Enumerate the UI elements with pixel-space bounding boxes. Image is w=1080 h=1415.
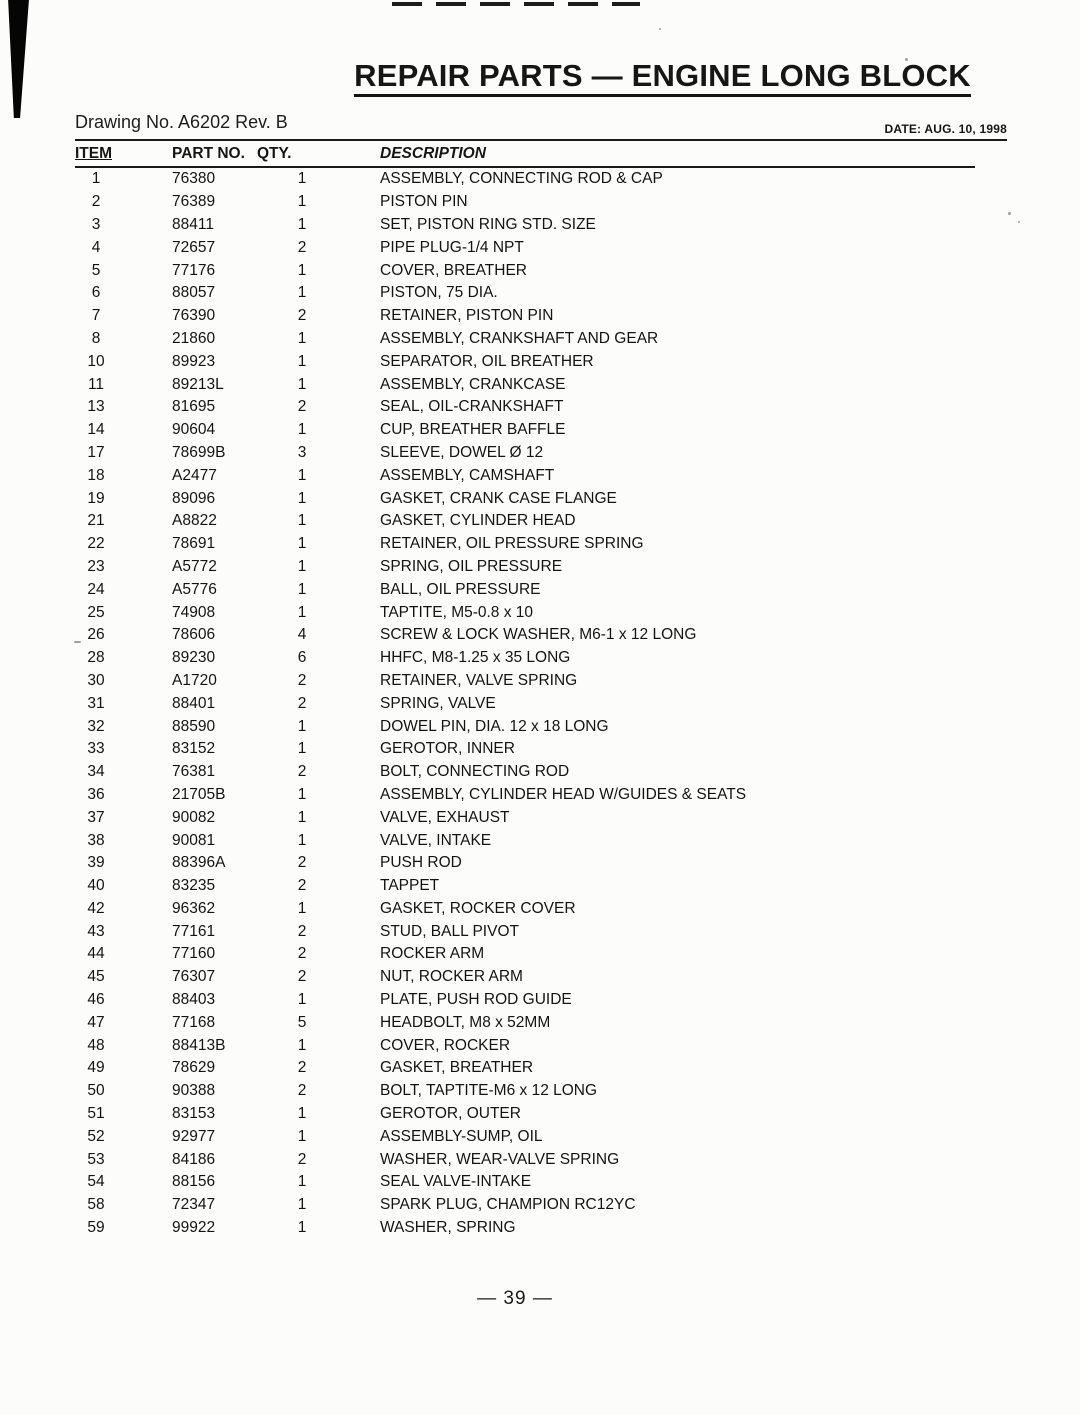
header-qty: QTY. (257, 143, 347, 167)
cell-item: 22 (87, 535, 105, 553)
cell-description: SET, PISTON RING STD. SIZE (380, 215, 596, 233)
cell-part-no: 88057 (172, 284, 216, 302)
cell-description: RETAINER, PISTON PIN (380, 307, 554, 325)
cell-qty: 2 (297, 671, 307, 689)
cell-item: 49 (87, 1059, 105, 1077)
header-part-no: PART NO. (117, 143, 257, 167)
cell-part-no: A5776 (172, 580, 217, 598)
cell-description: GEROTOR, INNER (380, 740, 515, 758)
table-row (75, 1011, 975, 1034)
table-row (75, 920, 975, 943)
table-row (75, 784, 975, 807)
table-row (75, 989, 975, 1012)
cell-item: 42 (87, 899, 105, 917)
table-row (75, 305, 975, 328)
cell-description: STUD, BALL PIVOT (380, 922, 519, 940)
cell-part-no: 88396A (172, 854, 226, 872)
cell-qty: 2 (297, 238, 307, 256)
table-row (75, 761, 975, 784)
cell-item: 1 (91, 170, 101, 188)
cell-qty: 1 (297, 421, 307, 439)
cell-item: 10 (87, 352, 105, 370)
cell-part-no: 77161 (172, 922, 216, 940)
cell-description: ROCKER ARM (380, 945, 485, 963)
cell-description: GASKET, BREATHER (380, 1059, 534, 1077)
cell-item: 5 (91, 261, 101, 279)
cell-description: NUT, ROCKER ARM (380, 968, 523, 986)
cell-part-no: 76389 (172, 193, 216, 211)
cell-item: 7 (91, 307, 101, 325)
cell-qty: 6 (297, 649, 307, 667)
cell-qty: 4 (297, 626, 307, 644)
cell-item: 45 (87, 968, 105, 986)
table-row (75, 806, 975, 829)
cell-item: 18 (87, 466, 105, 484)
cell-part-no: 88413B (172, 1036, 226, 1054)
cell-qty: 1 (297, 603, 307, 621)
cell-qty: 2 (297, 968, 307, 986)
cell-part-no: 76307 (172, 968, 216, 986)
cell-description: BALL, OIL PRESSURE (380, 580, 541, 598)
drawing-number: Drawing No. A6202 Rev. B (75, 112, 288, 132)
cell-description: GASKET, ROCKER COVER (380, 899, 576, 917)
cell-item: 4 (91, 238, 101, 256)
cell-description: GASKET, CYLINDER HEAD (380, 512, 576, 530)
cell-description: GEROTOR, OUTER (380, 1105, 521, 1123)
table-row (75, 738, 975, 761)
table-row (75, 464, 975, 487)
cell-qty: 2 (297, 854, 307, 872)
cell-qty: 3 (297, 443, 307, 461)
table-row (75, 510, 975, 533)
cell-description: COVER, ROCKER (380, 1036, 511, 1054)
table-row (75, 214, 975, 237)
cell-part-no: 77160 (172, 945, 216, 963)
page-title-text: REPAIR PARTS — ENGINE LONG BLOCK (354, 58, 971, 97)
cell-qty: 1 (297, 215, 307, 233)
cell-item: 28 (87, 649, 105, 667)
cell-item: 58 (87, 1196, 105, 1214)
table-row (75, 1057, 975, 1080)
table-row (75, 282, 975, 305)
table-row (75, 1217, 975, 1240)
cell-item: 21 (87, 512, 105, 530)
cell-part-no: 78699B (172, 443, 226, 461)
cell-qty: 1 (297, 1219, 307, 1237)
cell-part-no: 89923 (172, 352, 216, 370)
cell-qty: 2 (297, 945, 307, 963)
cell-part-no: 90081 (172, 831, 216, 849)
cell-part-no: 84186 (172, 1150, 216, 1168)
cell-qty: 2 (297, 307, 307, 325)
cell-description: ASSEMBLY, CYLINDER HEAD W/GUIDES & SEATS (380, 785, 747, 803)
cell-part-no: 78629 (172, 1059, 216, 1077)
cell-part-no: 90388 (172, 1082, 216, 1100)
cell-description: VALVE, EXHAUST (380, 808, 510, 826)
table-row (75, 328, 975, 351)
cell-part-no: 89096 (172, 489, 216, 507)
cell-description: PUSH ROD (380, 854, 462, 872)
cell-item: 13 (87, 398, 105, 416)
cell-item: 39 (87, 854, 105, 872)
cell-description: WASHER, WEAR-VALVE SPRING (380, 1150, 620, 1168)
cell-description: SEPARATOR, OIL BREATHER (380, 352, 594, 370)
cell-item: 37 (87, 808, 105, 826)
cell-qty: 1 (297, 193, 307, 211)
cell-item: 25 (87, 603, 105, 621)
cell-description: CUP, BREATHER BAFFLE (380, 421, 566, 439)
cell-description: VALVE, INTAKE (380, 831, 492, 849)
cell-description: SPRING, VALVE (380, 694, 496, 712)
cell-item: 2 (91, 193, 101, 211)
cell-qty: 2 (297, 1082, 307, 1100)
cell-part-no: 78691 (172, 535, 216, 553)
cell-qty: 2 (297, 694, 307, 712)
cell-qty: 1 (297, 489, 307, 507)
cell-part-no: 88156 (172, 1173, 216, 1191)
cell-description: SPARK PLUG, CHAMPION RC12YC (380, 1196, 636, 1214)
cell-item: 38 (87, 831, 105, 849)
cell-part-no: 90604 (172, 421, 216, 439)
cell-description: SEAL VALVE-INTAKE (380, 1173, 532, 1191)
cell-description: RETAINER, OIL PRESSURE SPRING (380, 535, 644, 553)
cell-qty: 1 (297, 512, 307, 530)
table-row (75, 578, 975, 601)
cell-part-no: 83235 (172, 877, 216, 895)
cell-item: 50 (87, 1082, 105, 1100)
cell-part-no: 88590 (172, 717, 216, 735)
scan-speck (1018, 221, 1020, 223)
cell-part-no: 77176 (172, 261, 216, 279)
cell-part-no: 88403 (172, 991, 216, 1009)
cell-item: 6 (91, 284, 101, 302)
cell-part-no: 77168 (172, 1013, 216, 1031)
cell-part-no: A1720 (172, 671, 217, 689)
cell-item: 52 (87, 1127, 105, 1145)
cell-qty: 1 (297, 466, 307, 484)
table-row (75, 167, 975, 191)
cell-description: ASSEMBLY, CRANKSHAFT AND GEAR (380, 329, 659, 347)
cell-qty: 1 (297, 1127, 307, 1145)
cell-item: 8 (91, 329, 101, 347)
cell-item: 40 (87, 877, 105, 895)
cell-item: 47 (87, 1013, 105, 1031)
cell-description: SCREW & LOCK WASHER, M6-1 x 12 LONG (380, 626, 697, 644)
table-row (75, 533, 975, 556)
table-row (75, 1194, 975, 1217)
cell-part-no: 83153 (172, 1105, 216, 1123)
cell-qty: 2 (297, 877, 307, 895)
cell-description: COVER, BREATHER (380, 261, 527, 279)
scan-artifact-dashed-line (392, 2, 640, 6)
page-number: — 39 — (477, 1288, 553, 1309)
cell-qty: 1 (297, 580, 307, 598)
cell-part-no: A5772 (172, 557, 217, 575)
cell-qty: 2 (297, 1150, 307, 1168)
cell-item: 54 (87, 1173, 105, 1191)
cell-qty: 1 (297, 717, 307, 735)
cell-item: 36 (87, 785, 105, 803)
parts-table (75, 143, 975, 1239)
table-row (75, 191, 975, 214)
table-header-row (75, 143, 975, 167)
cell-part-no: 74908 (172, 603, 216, 621)
table-row (75, 829, 975, 852)
cell-part-no: 76381 (172, 763, 216, 781)
cell-description: ASSEMBLY, CAMSHAFT (380, 466, 555, 484)
cell-part-no: 88411 (172, 215, 214, 233)
date-label: DATE: AUG. 10, 1998 (884, 122, 1007, 136)
cell-item: 59 (87, 1219, 105, 1237)
cell-qty: 2 (297, 1059, 307, 1077)
parts-table-head (75, 143, 975, 167)
cell-description: DOWEL PIN, DIA. 12 x 18 LONG (380, 717, 609, 735)
cell-qty: 1 (297, 808, 307, 826)
cell-description: PIPE PLUG-1/4 NPT (380, 238, 524, 256)
table-row (75, 373, 975, 396)
cell-part-no: A8822 (172, 512, 217, 530)
cell-part-no: 81695 (172, 398, 216, 416)
table-row (75, 966, 975, 989)
cell-item: 3 (91, 215, 101, 233)
parts-table-body (75, 167, 975, 1239)
cell-item: 14 (87, 421, 105, 439)
table-row (75, 852, 975, 875)
table-row (75, 943, 975, 966)
table-row (75, 715, 975, 738)
cell-part-no: A2477 (172, 466, 217, 484)
cell-description: RETAINER, VALVE SPRING (380, 671, 578, 689)
cell-qty: 1 (297, 375, 307, 393)
cell-item: 23 (87, 557, 105, 575)
cell-qty: 1 (297, 352, 307, 370)
cell-qty: 1 (297, 1173, 307, 1191)
cell-description: GASKET, CRANK CASE FLANGE (380, 489, 617, 507)
cell-part-no: 76380 (172, 170, 216, 188)
table-row (75, 601, 975, 624)
cell-part-no: 89230 (172, 649, 216, 667)
cell-description: BOLT, CONNECTING ROD (380, 763, 570, 781)
cell-part-no: 78606 (172, 626, 216, 644)
cell-qty: 1 (297, 329, 307, 347)
table-row (75, 692, 975, 715)
table-row (75, 487, 975, 510)
cell-description: ASSEMBLY-SUMP, OIL (380, 1127, 543, 1145)
table-row (75, 670, 975, 693)
table-row (75, 1148, 975, 1171)
cell-item: 26 (87, 626, 105, 644)
cell-description: PISTON PIN (380, 193, 468, 211)
table-row (75, 1034, 975, 1057)
table-row (75, 875, 975, 898)
cell-part-no: 83152 (172, 740, 216, 758)
cell-qty: 1 (297, 557, 307, 575)
cell-item: 32 (87, 717, 105, 735)
cell-part-no: 72657 (172, 238, 216, 256)
cell-part-no: 96362 (172, 899, 216, 917)
cell-qty: 2 (297, 763, 307, 781)
cell-qty: 1 (297, 991, 307, 1009)
cell-qty: 2 (297, 922, 307, 940)
cell-qty: 1 (297, 899, 307, 917)
cell-description: SPRING, OIL PRESSURE (380, 557, 563, 575)
cell-item: 17 (87, 443, 105, 461)
cell-description: TAPTITE, M5-0.8 x 10 (380, 603, 534, 621)
cell-item: 19 (87, 489, 105, 507)
subheader-row (75, 110, 1007, 141)
cell-item: 53 (87, 1150, 105, 1168)
cell-qty: 1 (297, 831, 307, 849)
table-row (75, 898, 975, 921)
table-row (75, 647, 975, 670)
table-row (75, 350, 975, 373)
cell-description: HHFC, M8-1.25 x 35 LONG (380, 649, 571, 667)
table-row (75, 419, 975, 442)
table-row (75, 556, 975, 579)
cell-item: 33 (87, 740, 105, 758)
page-title (0, 58, 1080, 94)
cell-part-no: 72347 (172, 1196, 216, 1214)
cell-description: ASSEMBLY, CONNECTING ROD & CAP (380, 170, 663, 188)
header-description: DESCRIPTION (347, 143, 975, 167)
cell-part-no: 21860 (172, 329, 216, 347)
cell-description: SLEEVE, DOWEL Ø 12 (380, 443, 544, 461)
table-row (75, 1171, 975, 1194)
cell-part-no: 92977 (172, 1127, 216, 1145)
cell-item: 48 (87, 1036, 105, 1054)
cell-qty: 1 (297, 261, 307, 279)
table-row (75, 259, 975, 282)
cell-qty: 1 (297, 1036, 307, 1054)
cell-qty: 5 (297, 1013, 307, 1031)
cell-part-no: 88401 (172, 694, 216, 712)
cell-qty: 1 (297, 785, 307, 803)
table-row (75, 1080, 975, 1103)
cell-qty: 1 (297, 1196, 307, 1214)
cell-part-no: 99922 (172, 1219, 216, 1237)
cell-qty: 1 (297, 284, 307, 302)
cell-description: WASHER, SPRING (380, 1219, 516, 1237)
cell-item: 24 (87, 580, 105, 598)
cell-item: 44 (87, 945, 105, 963)
cell-item: 31 (87, 694, 105, 712)
table-row (75, 396, 975, 419)
cell-description: TAPPET (380, 877, 440, 895)
cell-item: 34 (87, 763, 105, 781)
header-item: ITEM (75, 143, 117, 167)
cell-description: HEADBOLT, M8 x 52MM (380, 1013, 551, 1031)
table-row (75, 1125, 975, 1148)
cell-item: 51 (87, 1105, 105, 1123)
cell-part-no: 90082 (172, 808, 216, 826)
cell-qty: 1 (297, 170, 307, 188)
table-row (75, 624, 975, 647)
scan-speck (659, 28, 661, 30)
table-row (75, 236, 975, 259)
cell-part-no: 21705B (172, 785, 226, 803)
cell-part-no: 76390 (172, 307, 216, 325)
cell-item: 30 (87, 671, 105, 689)
cell-part-no: 89213L (172, 375, 224, 393)
cell-qty: 1 (297, 740, 307, 758)
table-row (75, 442, 975, 465)
cell-description: ASSEMBLY, CRANKCASE (380, 375, 566, 393)
cell-description: PISTON, 75 DIA. (380, 284, 498, 302)
cell-description: BOLT, TAPTITE-M6 x 12 LONG (380, 1082, 598, 1100)
table-row (75, 1103, 975, 1126)
cell-qty: 1 (297, 1105, 307, 1123)
cell-item: 46 (87, 991, 105, 1009)
cell-item: 11 (87, 375, 105, 393)
cell-description: SEAL, OIL-CRANKSHAFT (380, 398, 564, 416)
cell-item: 43 (87, 922, 105, 940)
cell-description: PLATE, PUSH ROD GUIDE (380, 991, 572, 1009)
cell-qty: 2 (297, 398, 307, 416)
cell-qty: 1 (297, 535, 307, 553)
scan-speck (1008, 212, 1011, 215)
